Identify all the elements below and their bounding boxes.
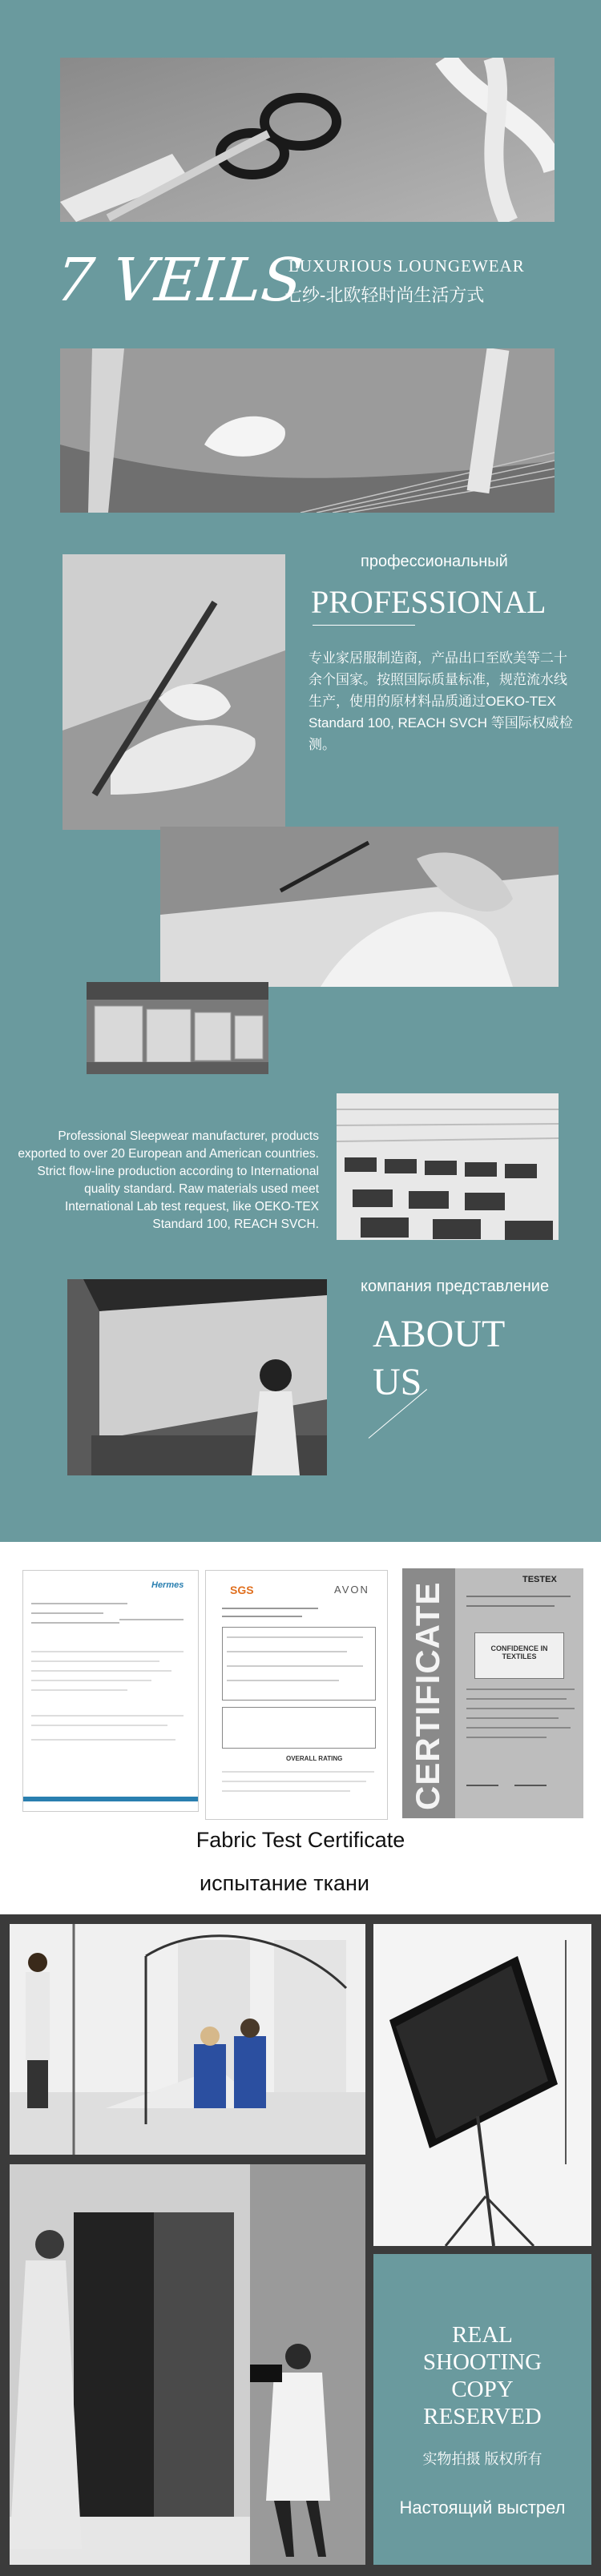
testex-stamp: CONFIDENCE IN TEXTILES	[474, 1632, 564, 1679]
sgs-overall-rating: OVERALL RATING	[286, 1755, 343, 1762]
cutting-fabric-photo	[63, 554, 285, 830]
professional-title-ru: профессиональный	[361, 553, 508, 570]
avon-logo: AVON	[334, 1584, 369, 1596]
real-shooting-line-1: REAL	[452, 2322, 513, 2348]
chalk-fabric-photo	[60, 348, 555, 513]
factory-floor-photo	[337, 1093, 559, 1240]
testex-logo: TESTEX	[522, 1575, 557, 1584]
real-shooting-line-4: RESERVED	[423, 2404, 542, 2429]
warehouse-boxes-photo	[87, 982, 268, 1074]
certificates-caption-ru: испытание ткани	[200, 1871, 369, 1895]
about-body-en: Professional Sleepwear manufacturer, products exported to over 20 European and American countries. Strict flow-line production according to International quality standard. Raw materials used meet International Lab test request, like OEKO-TEX Standard 100, REACH SVCH.	[18, 1129, 319, 1231]
professional-underline	[313, 625, 415, 626]
professional-body-cn: 专业家居服制造商，产品出口至欧美等二十余个国家。按照国际质量标准，规范流水线生产，使用的原材料品质通过OEKO-TEX Standard 100, REACH SVCH 等国际权威检测。	[309, 650, 573, 752]
real-shooting-line-2: SHOOTING	[422, 2349, 543, 2375]
studio-shoot-photo	[10, 1924, 365, 2155]
model-photographer-photo	[10, 2164, 365, 2565]
fabric-inspection-photo	[67, 1279, 327, 1475]
certificates-caption-en: Fabric Test Certificate	[196, 1828, 405, 1852]
real-shooting-cn: 实物拍摄 版权所有	[422, 2451, 543, 2467]
real-shooting-line-3: COPY	[451, 2377, 514, 2402]
hermes-logo: Hermes	[151, 1580, 184, 1590]
softbox-photo	[373, 1924, 591, 2246]
brand-tagline-cn: 七纱-北欧轻时尚生活方式	[284, 285, 485, 305]
pattern-drawing-photo	[160, 827, 559, 987]
sgs-logo: SGS	[230, 1584, 254, 1596]
certificate-doc-sgs	[205, 1570, 388, 1820]
about-title-ru: компания представление	[361, 1278, 550, 1295]
brand-logo: 7 VEILS	[52, 246, 306, 315]
real-shooting-ru: Настоящий выстрел	[399, 2498, 566, 2518]
professional-title-en: PROFESSIONAL	[311, 584, 547, 620]
scissors-tape-photo	[60, 58, 555, 222]
certificate-vertical-word: CERTIFICATE	[409, 1581, 446, 1810]
about-title-en-2: US	[373, 1361, 422, 1403]
about-title-en-1: ABOUT	[373, 1313, 506, 1355]
certificate-doc-testex	[402, 1568, 583, 1818]
certificate-doc-hermes	[22, 1570, 199, 1812]
brand-tagline-en: LUXURIOUS LOUNGEWEAR	[288, 256, 525, 276]
